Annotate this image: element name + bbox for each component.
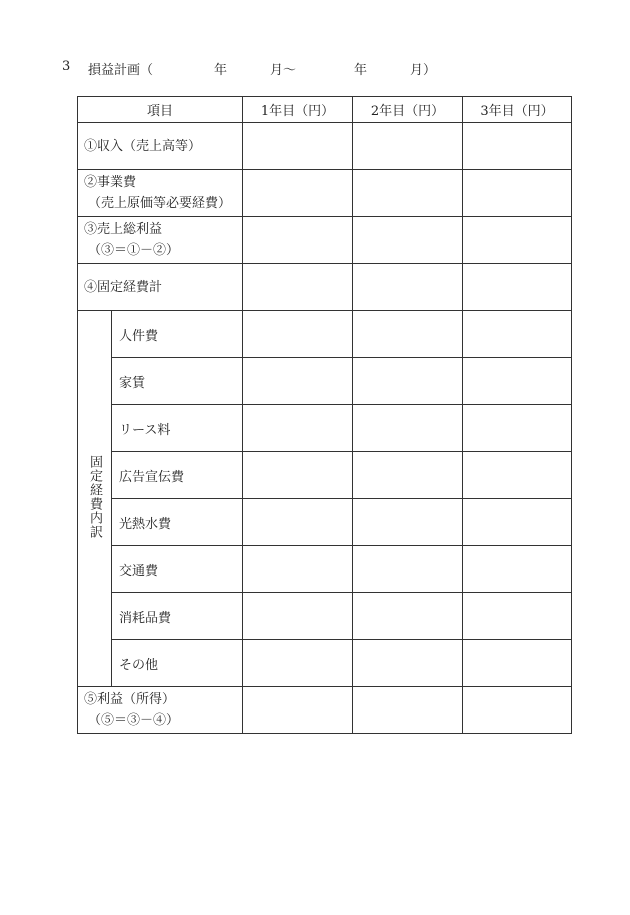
cell-input[interactable]	[243, 452, 353, 499]
table-row	[78, 499, 572, 546]
row-label-line2: （売上原価等必要経費）	[88, 196, 232, 211]
cell-input[interactable]	[243, 499, 353, 546]
cell-input[interactable]	[463, 640, 572, 687]
row-label-expense	[78, 170, 243, 217]
row-label-line2: （⑤＝③－④）	[88, 713, 180, 728]
table-row	[78, 687, 572, 734]
header-year3: 3年目（円）	[463, 97, 572, 123]
fixed-breakdown-label: 固定経費内訳	[78, 311, 112, 687]
cell-input[interactable]	[243, 123, 353, 170]
cell-input[interactable]	[463, 217, 572, 264]
cell-input[interactable]	[243, 687, 353, 734]
cell-input[interactable]	[353, 405, 463, 452]
cell-input[interactable]	[243, 546, 353, 593]
header-item: 項目	[78, 97, 243, 123]
row-label-fixed-total: ④固定経費計	[78, 264, 243, 311]
table-row	[78, 593, 572, 640]
row-label-breakdown: リース料	[112, 405, 243, 452]
row-label-line1: ⑤利益（所得）	[84, 692, 176, 707]
table-row	[78, 170, 572, 217]
table-row	[78, 405, 572, 452]
cell-input[interactable]	[463, 311, 572, 358]
table-row	[78, 358, 572, 405]
row-label-line2: （③＝①－②）	[88, 243, 180, 258]
table-row	[78, 264, 572, 311]
row-label-profit	[78, 687, 243, 734]
cell-input[interactable]	[353, 687, 463, 734]
cell-input[interactable]	[243, 640, 353, 687]
period-end-year: 年	[354, 63, 368, 78]
cell-input[interactable]	[243, 217, 353, 264]
cell-input[interactable]	[353, 217, 463, 264]
section-number: 3	[62, 59, 71, 74]
row-label-breakdown: 交通費	[112, 546, 243, 593]
period-end-month: 月）	[410, 63, 437, 78]
header-year2: 2年目（円）	[353, 97, 463, 123]
cell-input[interactable]	[243, 170, 353, 217]
row-label-breakdown: 家賃	[112, 358, 243, 405]
row-label-revenue: ①収入（売上高等）	[78, 123, 243, 170]
table-row	[78, 452, 572, 499]
cell-input[interactable]	[463, 170, 572, 217]
cell-input[interactable]	[353, 358, 463, 405]
header-row	[78, 97, 572, 123]
period-start-year: 年	[214, 63, 228, 78]
cell-input[interactable]	[353, 170, 463, 217]
table-row	[78, 217, 572, 264]
table-row	[78, 311, 572, 358]
cell-input[interactable]	[243, 311, 353, 358]
table-row	[78, 123, 572, 170]
table-row	[78, 640, 572, 687]
cell-input[interactable]	[463, 358, 572, 405]
cell-input[interactable]	[463, 499, 572, 546]
cell-input[interactable]	[243, 358, 353, 405]
row-label-breakdown: 広告宣伝費	[112, 452, 243, 499]
profit-loss-table	[77, 96, 572, 734]
cell-input[interactable]	[463, 546, 572, 593]
cell-input[interactable]	[463, 687, 572, 734]
cell-input[interactable]	[243, 593, 353, 640]
row-label-breakdown: 消耗品費	[112, 593, 243, 640]
cell-input[interactable]	[353, 546, 463, 593]
row-label-breakdown: 人件費	[112, 311, 243, 358]
header-year1: 1年目（円）	[243, 97, 353, 123]
cell-input[interactable]	[463, 452, 572, 499]
cell-input[interactable]	[243, 405, 353, 452]
cell-input[interactable]	[353, 264, 463, 311]
cell-input[interactable]	[463, 264, 572, 311]
cell-input[interactable]	[353, 123, 463, 170]
cell-input[interactable]	[353, 499, 463, 546]
cell-input[interactable]	[463, 405, 572, 452]
cell-input[interactable]	[353, 640, 463, 687]
cell-input[interactable]	[353, 593, 463, 640]
cell-input[interactable]	[353, 452, 463, 499]
row-label-line1: ②事業費	[84, 175, 137, 190]
cell-input[interactable]	[463, 593, 572, 640]
cell-input[interactable]	[353, 311, 463, 358]
period-start-month: 月～	[270, 63, 297, 78]
cell-input[interactable]	[243, 264, 353, 311]
section-title: 損益計画（	[88, 63, 154, 78]
row-label-gross-profit	[78, 217, 243, 264]
row-label-breakdown: 光熱水費	[112, 499, 243, 546]
cell-input[interactable]	[463, 123, 572, 170]
row-label-line1: ③売上総利益	[84, 222, 163, 237]
row-label-breakdown: その他	[112, 640, 243, 687]
table-row	[78, 546, 572, 593]
